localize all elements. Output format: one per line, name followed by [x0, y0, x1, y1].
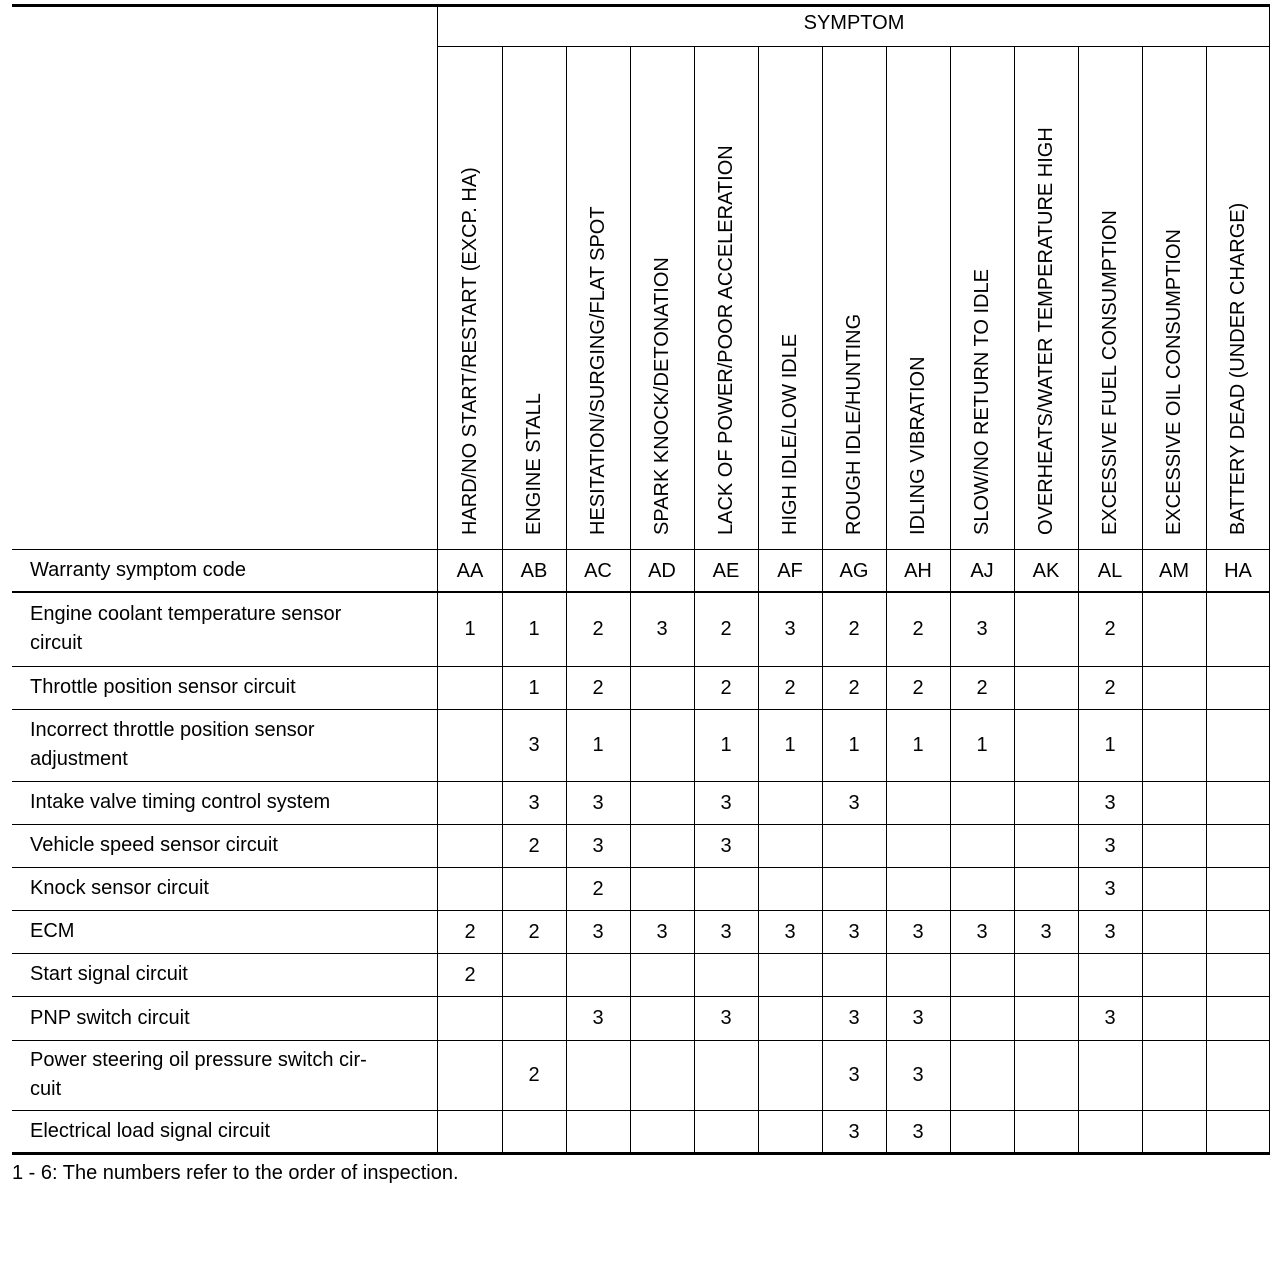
- inspection-order: 3: [592, 791, 604, 814]
- inspection-order: 1: [784, 734, 796, 756]
- code-row-label: Warranty symptom code: [30, 559, 246, 581]
- inspection-order: 2: [528, 834, 540, 857]
- symptom-code: AA: [456, 559, 484, 582]
- inspection-order: 2: [464, 963, 476, 986]
- inspection-order: 2: [784, 676, 796, 699]
- inspection-order: 2: [912, 618, 924, 640]
- symptom-code: AD: [648, 559, 676, 582]
- inspection-order: 3: [656, 920, 668, 943]
- inspection-order: 2: [528, 1064, 540, 1086]
- inspection-order: 3: [528, 734, 540, 756]
- column-header: HARD/NO START/RESTART (EXCP. HA): [459, 167, 481, 535]
- table-top-rule: [12, 4, 1270, 7]
- inspection-order: 2: [720, 676, 732, 699]
- symptom-code: AG: [839, 559, 869, 582]
- column-header: LACK OF POWER/POOR ACCELERATION: [715, 145, 737, 535]
- inspection-order: 2: [592, 618, 604, 640]
- inspection-order: 2: [720, 618, 732, 640]
- row-label: Knock sensor circuit: [30, 877, 209, 899]
- inspection-order: 2: [592, 676, 604, 699]
- symptom-code: HA: [1224, 559, 1252, 582]
- symptom-code: AL: [1097, 559, 1123, 582]
- inspection-order: 3: [1040, 920, 1052, 943]
- inspection-order: 1: [528, 618, 540, 640]
- inspection-order: 1: [976, 734, 988, 756]
- row-label: Start signal circuit: [30, 963, 188, 985]
- inspection-order: 3: [720, 1007, 732, 1029]
- inspection-order: 3: [976, 920, 988, 943]
- symptom-code: AC: [584, 559, 612, 582]
- column-header: ENGINE STALL: [523, 393, 545, 535]
- inspection-order: 3: [848, 1064, 860, 1086]
- inspection-order: 3: [592, 920, 604, 943]
- inspection-order: 3: [912, 1064, 924, 1086]
- symptom-code: AB: [520, 559, 548, 582]
- inspection-order: 3: [1104, 834, 1116, 857]
- inspection-order: 3: [848, 1007, 860, 1029]
- row-label: Throttle position sensor circuit: [30, 676, 296, 698]
- row-label: Engine coolant temperature sensor circuit: [30, 603, 342, 654]
- inspection-order: 3: [528, 791, 540, 814]
- inspection-order: 2: [1104, 618, 1116, 640]
- inspection-order: 2: [1104, 676, 1116, 699]
- row-label: Intake valve timing control system: [30, 791, 331, 813]
- inspection-order: 3: [848, 791, 860, 814]
- column-header: SPARK KNOCK/DETONATION: [651, 257, 673, 535]
- inspection-order: 3: [912, 1007, 924, 1029]
- symptom-code: AF: [777, 559, 803, 582]
- inspection-order: 3: [1104, 920, 1116, 943]
- column-header: HIGH IDLE/LOW IDLE: [779, 333, 801, 535]
- inspection-order: 3: [976, 618, 988, 640]
- inspection-order: 3: [784, 920, 796, 943]
- inspection-order: 3: [1104, 791, 1116, 814]
- inspection-order: 1: [528, 676, 540, 699]
- inspection-order: 2: [848, 676, 860, 699]
- column-header: EXCESSIVE FUEL CONSUMPTION: [1099, 210, 1121, 535]
- inspection-order: 3: [912, 1120, 924, 1143]
- symptom-rule: [438, 46, 1270, 47]
- symptom-code: AE: [712, 559, 740, 582]
- column-rule: [1206, 46, 1207, 1153]
- inspection-order: 3: [912, 920, 924, 943]
- inspection-order: 3: [592, 1007, 604, 1029]
- row-label: Incorrect throttle position sensor adjustment: [30, 719, 315, 770]
- footnote: 1 - 6: The numbers refer to the order of inspection.: [12, 1162, 459, 1184]
- inspection-order: 3: [720, 791, 732, 814]
- symptom-code: AK: [1032, 559, 1060, 582]
- symptom-code: AM: [1159, 559, 1189, 582]
- inspection-order: 3: [720, 920, 732, 943]
- inspection-order: 1: [720, 734, 732, 756]
- symptom-code: AJ: [970, 559, 994, 582]
- inspection-order: 3: [592, 834, 604, 857]
- column-header: BATTERY DEAD (UNDER CHARGE): [1227, 202, 1249, 535]
- row-label: PNP switch circuit: [30, 1006, 190, 1029]
- column-header: ROUGH IDLE/HUNTING: [843, 313, 865, 535]
- inspection-order: 2: [912, 676, 924, 699]
- column-rule: [1142, 46, 1143, 1153]
- symptom-header: SYMPTOM: [803, 11, 905, 34]
- inspection-order: 1: [464, 618, 476, 640]
- column-header: SLOW/NO RETURN TO IDLE: [971, 269, 993, 535]
- inspection-order: 3: [848, 1120, 860, 1143]
- inspection-order: 3: [720, 834, 732, 857]
- inspection-order: 1: [848, 734, 860, 756]
- inspection-order: 2: [528, 920, 540, 943]
- inspection-order: 1: [912, 734, 924, 756]
- column-header: OVERHEATS/WATER TEMPERATURE HIGH: [1035, 127, 1057, 535]
- inspection-order: 2: [592, 877, 604, 900]
- inspection-order: 1: [592, 734, 604, 756]
- inspection-order: 3: [848, 920, 860, 943]
- row-label: Vehicle speed sensor circuit: [30, 834, 278, 856]
- inspection-order: 3: [784, 618, 796, 640]
- inspection-order: 1: [1104, 734, 1116, 756]
- inspection-order: 2: [848, 618, 860, 640]
- inspection-order: 2: [976, 676, 988, 699]
- inspection-order: 3: [1104, 877, 1116, 900]
- inspection-order: 2: [464, 920, 476, 943]
- row-label: ECM: [30, 920, 75, 942]
- inspection-order: 3: [656, 618, 668, 640]
- column-header: EXCESSIVE OIL CONSUMPTION: [1163, 229, 1185, 535]
- row-label: Power steering oil pressure switch cir- cuit: [30, 1049, 367, 1100]
- column-header: IDLING VIBRATION: [907, 356, 929, 535]
- inspection-order: 3: [1104, 1007, 1116, 1029]
- row-label: Electrical load signal circuit: [30, 1120, 271, 1142]
- symptom-code: AH: [904, 559, 932, 582]
- column-rule: [1014, 46, 1015, 1153]
- column-header: HESITATION/SURGING/FLAT SPOT: [587, 206, 609, 535]
